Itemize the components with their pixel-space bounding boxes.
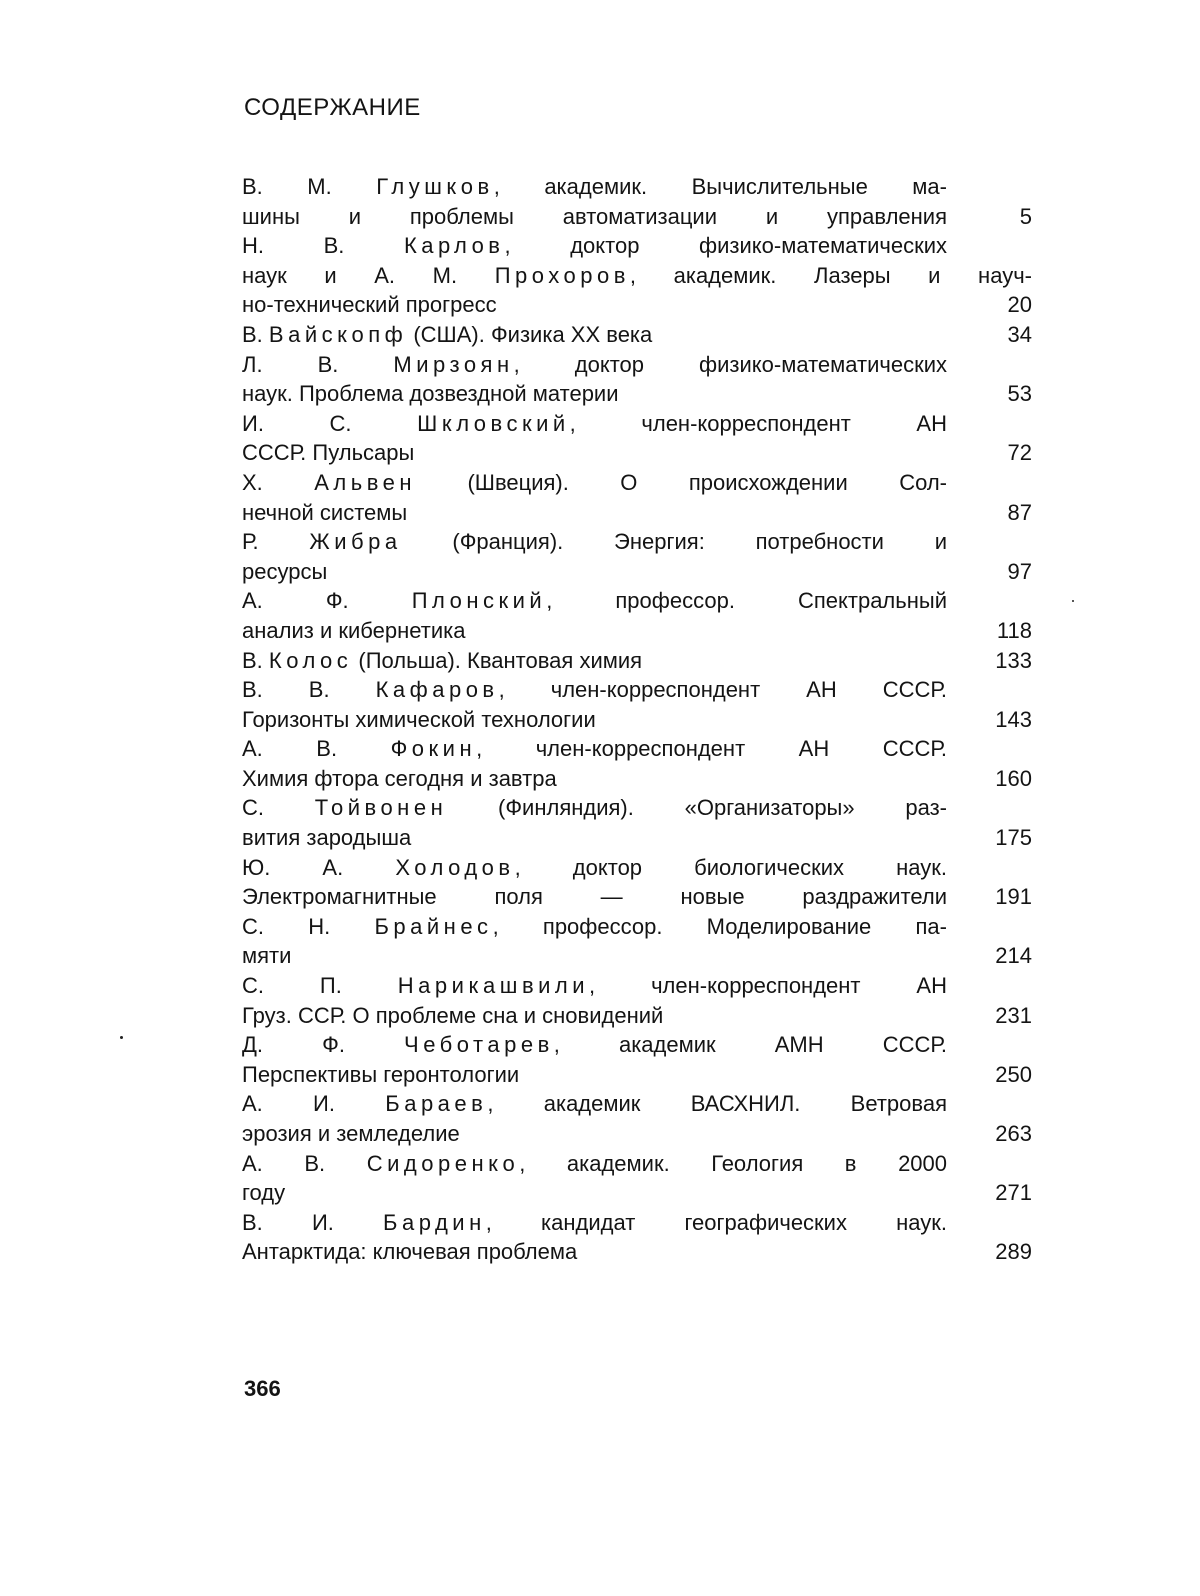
toc-entry-author: Вайскопф xyxy=(268,321,408,347)
toc-entry-text: Перспективы геронтологии xyxy=(242,1061,520,1087)
toc-entry-text: В. М. xyxy=(242,174,377,199)
toc-entry-author: Карлов xyxy=(403,233,505,259)
toc-entry-text: И. С. xyxy=(242,410,418,436)
toc-entry-line xyxy=(242,764,947,794)
toc-entry-text: , член-корреспондент АН xyxy=(589,973,947,999)
toc-entry-author: Нарикашвили xyxy=(397,973,590,999)
toc-entry-text: анализ и кибернетика xyxy=(242,617,466,643)
toc-entry-text: Груз. ССР. О проблеме сна и сновидений xyxy=(242,1002,664,1028)
toc-entry-text: (Польша). Квантовая химия xyxy=(352,647,643,673)
toc-entry-text: С. Н. xyxy=(242,913,375,939)
toc-entry-text: нечной системы xyxy=(242,499,408,525)
toc-entry-text: СССР. Пульсары xyxy=(242,440,415,466)
toc-entry-line xyxy=(242,646,947,676)
page-number: 366 xyxy=(244,1376,281,1401)
toc-entry xyxy=(242,320,1032,350)
toc-entry-line xyxy=(242,1060,947,1090)
toc-entry-page: 53 xyxy=(1007,381,1032,407)
print-speck xyxy=(120,1036,123,1039)
toc-entry-text: Электромагнитные поля — новые раздражители xyxy=(242,884,947,910)
toc-entry-page: 263 xyxy=(995,1121,1032,1146)
toc-entry-text: В. xyxy=(242,321,269,347)
toc-entry-line xyxy=(242,734,947,764)
toc-entry-line xyxy=(242,971,947,1001)
toc-entry-line xyxy=(242,675,947,705)
toc-entry-text: Р. xyxy=(242,529,310,555)
toc-entry-text: Д. Ф. xyxy=(242,1032,405,1058)
toc-entry-line xyxy=(242,616,947,646)
toc-entry-text: мяти xyxy=(242,943,292,969)
toc-entry-text: А. И. xyxy=(242,1091,386,1117)
toc-entry xyxy=(242,793,1032,852)
toc-entry-author: Бараев xyxy=(385,1091,488,1117)
toc-entry-text: А. В. xyxy=(242,1150,367,1176)
toc-entry-author: Фокин xyxy=(390,736,477,762)
toc-entry-line xyxy=(242,350,947,380)
toc-entry-author: Прохоров xyxy=(494,262,630,288)
toc-entry-author: Бардин xyxy=(383,1209,486,1235)
toc-entry-author: Глушков xyxy=(376,174,494,199)
toc-entry-line xyxy=(242,438,947,468)
toc-entry-author: Кафаров xyxy=(375,677,499,703)
toc-entry-line xyxy=(242,853,947,883)
toc-entry xyxy=(242,350,1032,409)
toc-entry-page: 133 xyxy=(995,647,1032,673)
toc-entry-text: В. xyxy=(242,647,269,673)
toc-entry-text: (США). Физика XX века xyxy=(407,321,653,347)
toc-entry-text: , кандидат географических наук. xyxy=(485,1209,948,1235)
toc-entry xyxy=(242,853,1032,912)
toc-entry-line xyxy=(242,409,947,439)
toc-entry-page: 175 xyxy=(995,825,1032,851)
toc-entry-line xyxy=(242,468,947,498)
toc-entry-line xyxy=(242,320,947,350)
toc-entry-line xyxy=(242,527,947,557)
toc-entry-author: Плонский xyxy=(411,588,547,614)
toc-entry xyxy=(242,1149,1032,1208)
toc-entry-text: Химия фтора сегодня и завтра xyxy=(242,765,557,791)
toc-entry-text: , академик ВАСХНИЛ. Ветровая xyxy=(487,1091,947,1117)
toc-entry-line xyxy=(242,1149,947,1179)
toc-entry-text: Н. В. xyxy=(242,233,404,259)
toc-entry-line xyxy=(242,290,947,320)
toc-entry-line xyxy=(242,379,947,409)
toc-entry-text: Ю. А. xyxy=(242,854,396,880)
toc-entry-author: Брайнес xyxy=(374,913,493,939)
toc-entry xyxy=(242,1208,1032,1267)
toc-entry-author: Жибра xyxy=(309,529,402,555)
toc-entry-page: 5 xyxy=(1019,203,1032,229)
toc-entry-page: 214 xyxy=(995,943,1032,969)
toc-entry-author: Холодов xyxy=(395,854,515,880)
toc-entry-line xyxy=(242,1001,947,1031)
toc-entry-line xyxy=(242,882,947,912)
toc-entry-text: наук и А. М. xyxy=(242,262,495,288)
toc-entry-line xyxy=(242,498,947,528)
toc-entry-line xyxy=(242,586,947,616)
toc-entry-text: но-технический прогресс xyxy=(242,292,497,318)
toc-entry-text: Горизонты химической технологии xyxy=(242,706,596,732)
toc-entry-author: Альвен xyxy=(314,469,417,495)
toc-entry xyxy=(242,527,1032,586)
toc-entry-line xyxy=(242,1030,947,1060)
toc-entry-text: (Финляндия). «Организаторы» раз- xyxy=(447,795,947,821)
toc-entry-line xyxy=(242,202,947,232)
toc-entry-text: (Швеция). О происхождении Сол- xyxy=(416,469,947,495)
toc-entry-page: 191 xyxy=(995,884,1032,910)
toc-entry-text: С. П. xyxy=(242,973,398,999)
toc-entry-text: , профессор. Спектральный xyxy=(546,588,947,614)
toc-entry-line xyxy=(242,1089,947,1119)
toc-entry xyxy=(242,586,1032,645)
toc-entry-line xyxy=(242,1237,947,1267)
toc-entry xyxy=(242,734,1032,793)
toc-entry-text: эрозия и земледелие xyxy=(242,1121,460,1146)
toc-entry xyxy=(242,1089,1032,1148)
toc-entry-line xyxy=(242,261,1032,291)
toc-entry-page: 20 xyxy=(1007,292,1032,318)
toc-entry-text: Л. В. xyxy=(242,351,394,377)
toc-entry-text: В. И. xyxy=(242,1209,384,1235)
toc-entry-line xyxy=(242,1178,947,1208)
toc-entry-line xyxy=(242,231,947,261)
toc-entry-text: А. Ф. xyxy=(242,588,412,614)
toc-entry xyxy=(242,172,1032,231)
toc-entry-text: А. В. xyxy=(242,736,391,762)
toc-entry xyxy=(242,971,1032,1030)
toc-entry-text: , академик. Вычислительные ма- xyxy=(493,174,947,199)
toc-entry-author: Мирзоян xyxy=(393,351,514,377)
toc-entry-text: вития зародыша xyxy=(242,825,412,851)
toc-entry-author: Колос xyxy=(268,647,353,673)
toc-entry-text: (Франция). Энергия: потребности и xyxy=(401,529,947,555)
toc-entry-page: 34 xyxy=(1007,321,1032,347)
toc-entry-text: , доктор физико-математических xyxy=(504,233,948,259)
toc-entry-text: Антарктида: ключевая проблема xyxy=(242,1239,578,1265)
toc-entry-text: , профессор. Моделирование па- xyxy=(492,913,947,939)
table-of-contents xyxy=(242,172,1032,1267)
toc-entry-text: ресурсы xyxy=(242,558,328,584)
toc-entry xyxy=(242,409,1032,468)
toc-entry-text: году xyxy=(242,1180,286,1206)
toc-entry-text: , доктор биологических наук. xyxy=(514,854,947,880)
toc-entry-text: , академик. Лазеры и науч- xyxy=(629,262,1032,288)
toc-entry-text: , член-корреспондент АН xyxy=(569,410,947,436)
toc-entry-text: Х. xyxy=(242,469,315,495)
contents-heading: СОДЕРЖАНИЕ xyxy=(244,94,421,121)
toc-entry-text: наук. Проблема дозвездной материи xyxy=(242,381,619,407)
toc-entry-text: С. xyxy=(242,795,315,821)
toc-entry xyxy=(242,646,1032,676)
toc-entry-page: 289 xyxy=(995,1239,1032,1265)
toc-entry-page: 97 xyxy=(1007,558,1032,584)
toc-entry-text: , член-корреспондент АН СССР. xyxy=(476,736,947,762)
print-speck xyxy=(1072,600,1074,602)
toc-entry-page: 87 xyxy=(1007,499,1032,525)
toc-entry-line xyxy=(242,793,947,823)
toc-entry-author: Чеботарев xyxy=(404,1032,554,1058)
toc-entry-text: В. В. xyxy=(242,677,376,703)
toc-entry xyxy=(242,675,1032,734)
toc-entry-line xyxy=(242,557,947,587)
toc-entry-page: 160 xyxy=(995,765,1032,791)
toc-entry-page: 143 xyxy=(995,706,1032,732)
toc-entry xyxy=(242,912,1032,971)
toc-entry-line xyxy=(242,1119,947,1149)
toc-entry xyxy=(242,1030,1032,1089)
toc-entry-page: 118 xyxy=(996,617,1032,643)
toc-entry-line xyxy=(242,823,947,853)
toc-entry-line xyxy=(242,941,947,971)
toc-entry-text: , доктор физико-математических xyxy=(513,351,948,377)
toc-entry-text: шины и проблемы автоматизации и управления xyxy=(242,203,947,229)
toc-entry-page: 231 xyxy=(995,1002,1032,1028)
toc-entry xyxy=(242,231,1032,320)
toc-entry-line xyxy=(242,1208,947,1238)
toc-entry xyxy=(242,468,1032,527)
toc-entry-page: 250 xyxy=(995,1061,1032,1087)
toc-entry-line xyxy=(242,705,947,735)
toc-entry-text: , академик АМН СССР. xyxy=(553,1032,948,1058)
toc-entry-author: Сидоренко xyxy=(366,1150,520,1176)
toc-entry-page: 271 xyxy=(995,1180,1032,1206)
toc-entry-line xyxy=(242,912,947,942)
toc-entry-line xyxy=(242,172,947,202)
toc-entry-text: , академик. Геология в 2000 xyxy=(519,1150,948,1176)
toc-entry-author: Шкловский xyxy=(417,410,570,436)
toc-entry-author: Тойвонен xyxy=(314,795,448,821)
toc-entry-text: , член-корреспондент АН СССР. xyxy=(498,677,947,703)
toc-entry-page: 72 xyxy=(1007,440,1032,466)
